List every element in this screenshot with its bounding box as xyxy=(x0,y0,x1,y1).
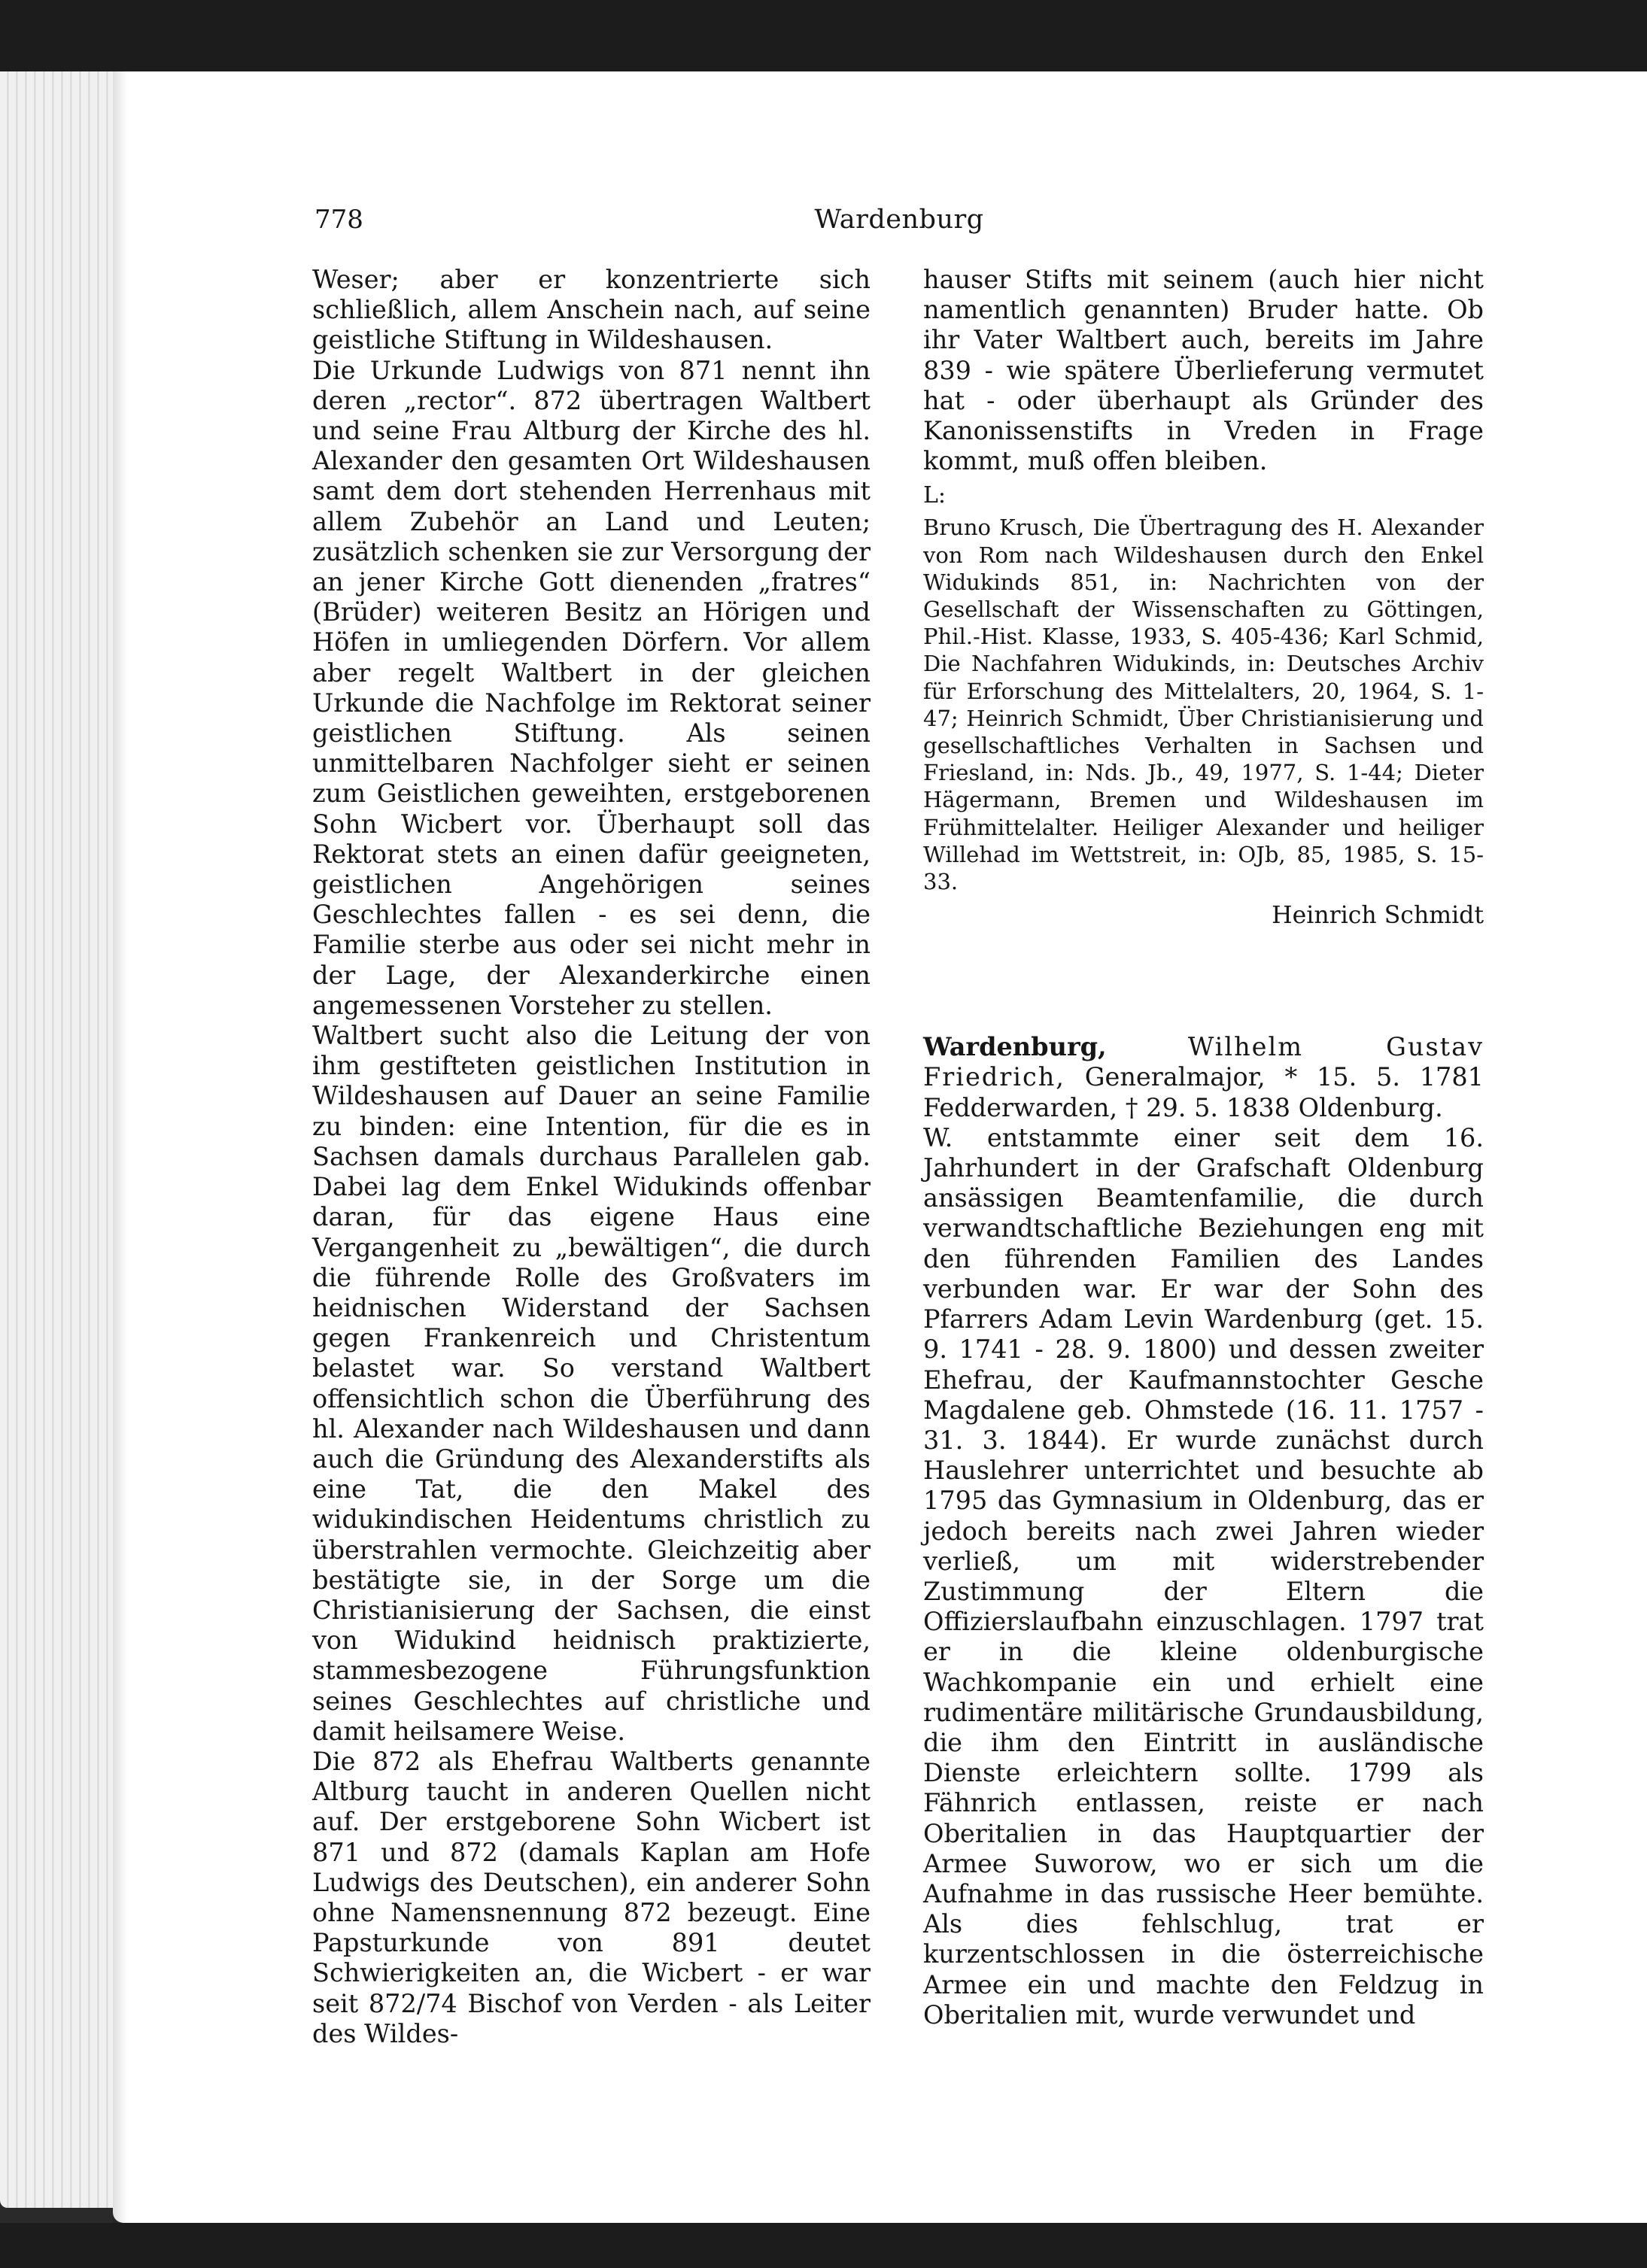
biography-entry xyxy=(923,1032,1484,2030)
article-author: Heinrich Schmidt xyxy=(1272,902,1484,930)
scan-background-top xyxy=(0,0,1647,74)
paragraph: Die Urkunde Ludwigs von 871 nennt ihn deren „rector“. 872 übertragen Waltbert und seine Frau Altburg der Kirche des hl. Alexander den gesamten Ort Wildeshausen samt dem dort stehenden Herrenhaus mit allem Zubehör an Land und Leuten; zusätzlich schenken sie zur Versorgung der an jener Kirche Gott dienenden „fratres“ (Brüder) weiteren Besitz an Hörigen und Höfen in umliegenden Dörfern. Vor allem aber regelt Waltbert in der gleichen Urkunde die Nachfolge im Rektorat seiner geistlichen Stiftung. Als seinen unmittelbaren Nachfolger sieht er seinen zum Geistlichen geweihten, erstgeborenen Sohn Wicbert vor. Überhaupt soll das Rektorat stets an einen dafür geeigneten, geistlichen Angehörigen seines Geschlechtes fallen - es sei denn, die Familie sterbe aus oder sei nicht mehr in der Lage, der Alexanderkirche einen angemessenen Vorsteher zu stellen. xyxy=(312,355,871,1020)
scan-background-bottom xyxy=(0,2223,1647,2268)
paragraph-continued: hauser Stifts mit seinem (auch hier nicht namentlich genannten) Bruder hatte. Ob ihr Vater Waltbert auch, bereits im Jahre 839 - wie spätere Überlieferung vermutet hat - oder überhaupt als Gründer des Kanonissenstifts in Vreden in Frage kommt, muß offen bleiben. xyxy=(923,265,1484,476)
entry-head-details: Generalmajor, * 15. 5. 1781 Fedderwarden, † 29. 5. 1838 Oldenburg. xyxy=(923,1062,1484,1122)
running-head: Wardenburg xyxy=(814,205,984,235)
page-number: 778 xyxy=(315,205,363,235)
paragraph: Die 872 als Ehefrau Waltberts genannte Altburg taucht in anderen Quellen nicht auf. Der erstgeborene Sohn Wicbert ist 871 und 872 (damals Kaplan am Hofe Ludwigs des Deutschen), ein anderer Sohn ohne Namensnennung 872 bezeugt. Eine Papsturkunde von 891 deutet Schwierigkeiten an, die Wicbert - er war seit 872/74 Bischof von Verden - als Leiter des Wildes- xyxy=(312,1746,871,2048)
literature-list: Bruno Krusch, Die Übertragung des H. Alexander von Rom nach Wildeshausen durch den Enkel Widukinds 851, in: Nachrichten von der Gesellschaft der Wissenschaften zu Göttingen, Phil.-Hist. Klasse, 1933, S. 405-436; Karl Schmid, Die Nachfahren Widukinds, in: Deutsches Archiv für Erforschung des Mittelalters, 20, 1964, S. 1-47; Heinrich Schmidt, Über Christianisierung und gesellschaftliches Verhalten in Sachsen und Friesland, in: Nds. Jb., 49, 1977, S. 1-44; Dieter Hägermann, Bremen und Wildeshausen im Frühmittelalter. Heiliger Alexander und heiliger Willehad im Wettstreit, in: OJb, 85, 1985, S. 15-33. xyxy=(923,515,1484,895)
entry-given-names: Wilhelm Gustav Friedrich, xyxy=(923,1032,1484,1092)
entry-text: W. entstammte einer seit dem 16. Jahrhundert in der Grafschaft Oldenburg ansässigen Beamtenfamilie, die durch verwandtschaftliche Beziehungen eng mit den führenden Familien des Landes verbunden war. Er war der Sohn des Pfarrers Adam Levin Wardenburg (get. 15. 9. 1741 - 28. 9. 1800) und dessen zweiter Ehefrau, der Kaufmannstochter Gesche Magdalene geb. Ohmstede (16. 11. 1757 - 31. 3. 1844). Er wurde zunächst durch Hauslehrer unterrichtet und besuchte ab 1795 das Gymnasium in Oldenburg, das er jedoch bereits nach zwei Jahren wieder verließ, um mit widerstrebender Zustimmung der Eltern die Offizierslaufbahn einzuschlagen. 1797 trat er in die kleine oldenburgische Wachkompanie ein und erhielt eine rudimentäre militärische Grundausbildung, die ihm den Eintritt in ausländische Dienste erleichtern sollte. 1799 als Fähnrich entlassen, reiste er nach Oberitalien in das Hauptquartier der Armee Suworow, wo er sich um die Aufnahme in das russische Heer bemühte. Als dies fehlschlug, trat er kurzentschlossen in die österreichische Armee ein und machte den Feldzug in Oberitalien mit, wurde verwundet und xyxy=(923,1122,1484,2030)
entry-heading xyxy=(923,1032,1484,1123)
paragraph: Waltbert sucht also die Leitung der von ihm gestifteten geistlichen Institution in Wildeshausen auf Dauer an seine Familie zu binden: eine Intention, für die es in Sachsen damals durchaus Parallelen gab. Dabei lag dem Enkel Widukinds offenbar daran, für das eigene Haus eine Vergangenheit zu „bewältigen“, die durch die führende Rolle des Großvaters im heidnischen Widerstand der Sachsen gegen Frankenreich und Christentum belastet war. So verstand Waltbert offensichtlich schon die Überführung des hl. Alexander nach Wildeshausen und dann auch die Gründung des Alexanderstifts als eine Tat, die den Makel des widukindischen Heidentums christlich zu überstrahlen vermochte. Gleichzeitig aber bestätigte sie, in der Sorge um die Christianisierung der Sachsen, die einst von Widukind heidnisch praktizierte, stammesbezogene Führungsfunktion seines Geschlechtes auf christliche und damit heilsamere Weise. xyxy=(312,1021,871,1746)
left-column xyxy=(312,265,871,2049)
page-gutter-shadow xyxy=(113,71,128,2223)
right-column xyxy=(923,265,1484,2030)
page-header xyxy=(315,205,1484,250)
entry-lemma: Wardenburg, xyxy=(923,1032,1107,1062)
paragraph: Weser; aber er konzentrierte sich schließlich, allem Anschein nach, auf seine geistliche Stiftung in Wildeshausen. xyxy=(312,265,871,355)
literature-label: L: xyxy=(923,482,947,509)
